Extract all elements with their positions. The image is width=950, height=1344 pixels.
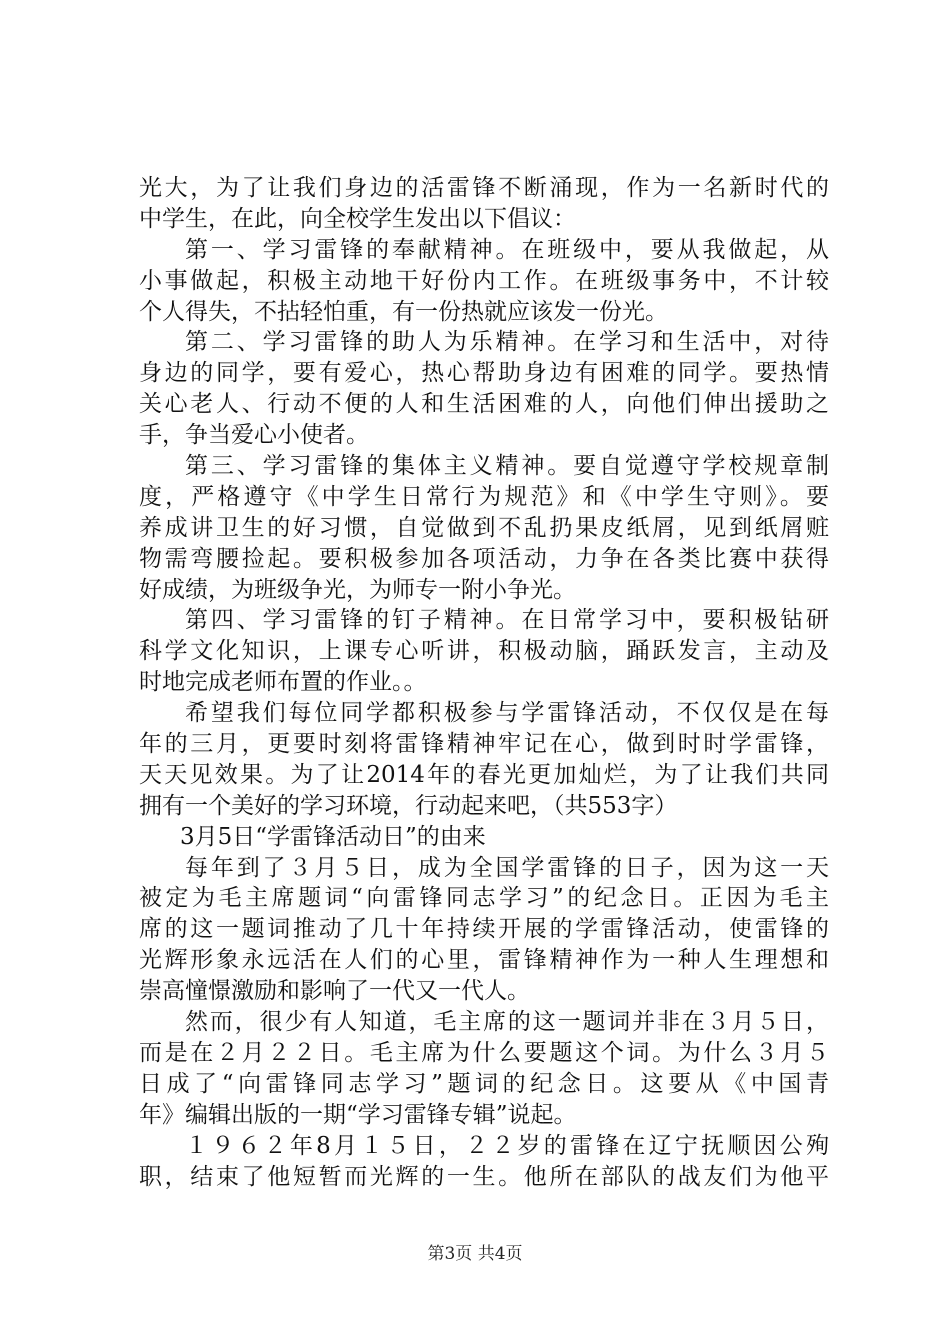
text-line: 日成了“向雷锋同志学习”题词的纪念日。这要从《中国青 (139, 1070, 829, 1097)
text-line: 第三、学习雷锋的集体主义精神。要自觉遵守学校规章制 (185, 453, 829, 480)
text-line: 科学文化知识，上课专心听讲，积极动脑，踊跃发言，主动及 (139, 638, 829, 665)
text-line: １９６２年8月１５日，２２岁的雷锋在辽宁抚顺因公殉 (185, 1132, 829, 1159)
document-body (139, 173, 829, 1192)
text-line: 每年到了３月５日，成为全国学雷锋的日子，因为这一天 (185, 854, 829, 881)
text-line: 时地完成老师布置的作业。。 (139, 669, 427, 696)
text-line: 希望我们每位同学都积极参与学雷锋活动，不仅仅是在每 (185, 700, 829, 727)
text-line: 第四、学习雷锋的钉子精神。在日常学习中，要积极钻研 (185, 607, 829, 634)
text-line: 天天见效果。为了让2014年的春光更加灿烂，为了让我们共同 (139, 761, 829, 788)
text-line: 拥有一个美好的学习环境，行动起来吧，（共553字） (139, 792, 678, 819)
text-line: 关心老人、行动不便的人和生活困难的人，向他们伸出援助之 (139, 391, 829, 418)
text-line: 身边的同学，要有爱心，热心帮助身边有困难的同学。要热情 (139, 360, 829, 387)
text-line: 被定为毛主席题词“向雷锋同志学习”的纪念日。正因为毛主 (139, 885, 829, 912)
text-line: 职，结束了他短暂而光辉的一生。他所在部队的战友们为他平 (139, 1163, 829, 1190)
text-line: 物需弯腰捡起。要积极参加各项活动，力争在各类比赛中获得 (139, 545, 829, 572)
page-number-footer: 第3页 共4页 (427, 1244, 523, 1264)
text-line: 度，严格遵守《中学生日常行为规范》和《中学生守则》。要 (139, 483, 829, 510)
text-line: 第一、学习雷锋的奉献精神。在班级中，要从我做起，从 (185, 236, 829, 263)
text-line: 中学生，在此，向全校学生发出以下倡议： (139, 205, 576, 232)
text-line: 年的三月，更要时刻将雷锋精神牢记在心，做到时时学雷锋， (139, 731, 829, 758)
text-line: 崇高憧憬激励和影响了一代又一代人。 (139, 978, 530, 1005)
text-line: 然而，很少有人知道，毛主席的这一题词并非在３月５日， (185, 1009, 829, 1036)
text-line: 好成绩，为班级争光，为师专一附小争光。 (139, 576, 576, 603)
text-line: 小事做起，积极主动地干好份内工作。在班级事务中，不计较 (139, 267, 829, 294)
text-line: 个人得失，不拈轻怕重，有一份热就应该发一份光。 (139, 298, 668, 325)
text-line: 光辉形象永远活在人们的心里，雷锋精神作为一种人生理想和 (139, 947, 829, 974)
text-line: 光大，为了让我们身边的活雷锋不断涌现，作为一名新时代的 (139, 175, 829, 201)
text-line: 手，争当爱心小使者。 (139, 422, 369, 449)
text-line: 年》编辑出版的一期“学习雷锋专辑”说起。 (139, 1101, 577, 1128)
text-line: 养成讲卫生的好习惯，自觉做到不乱扔果皮纸屑，见到纸屑赃 (139, 514, 829, 541)
text-line: 而是在２月２２日。毛主席为什么要题这个词。为什么３月５ (139, 1039, 829, 1066)
section-heading: 3月5日“学雷锋活动日”的由来 (180, 823, 486, 850)
text-line: 第二、学习雷锋的助人为乐精神。在学习和生活中，对待 (185, 329, 829, 356)
text-line: 席的这一题词推动了几十年持续开展的学雷锋活动，使雷锋的 (139, 916, 829, 943)
